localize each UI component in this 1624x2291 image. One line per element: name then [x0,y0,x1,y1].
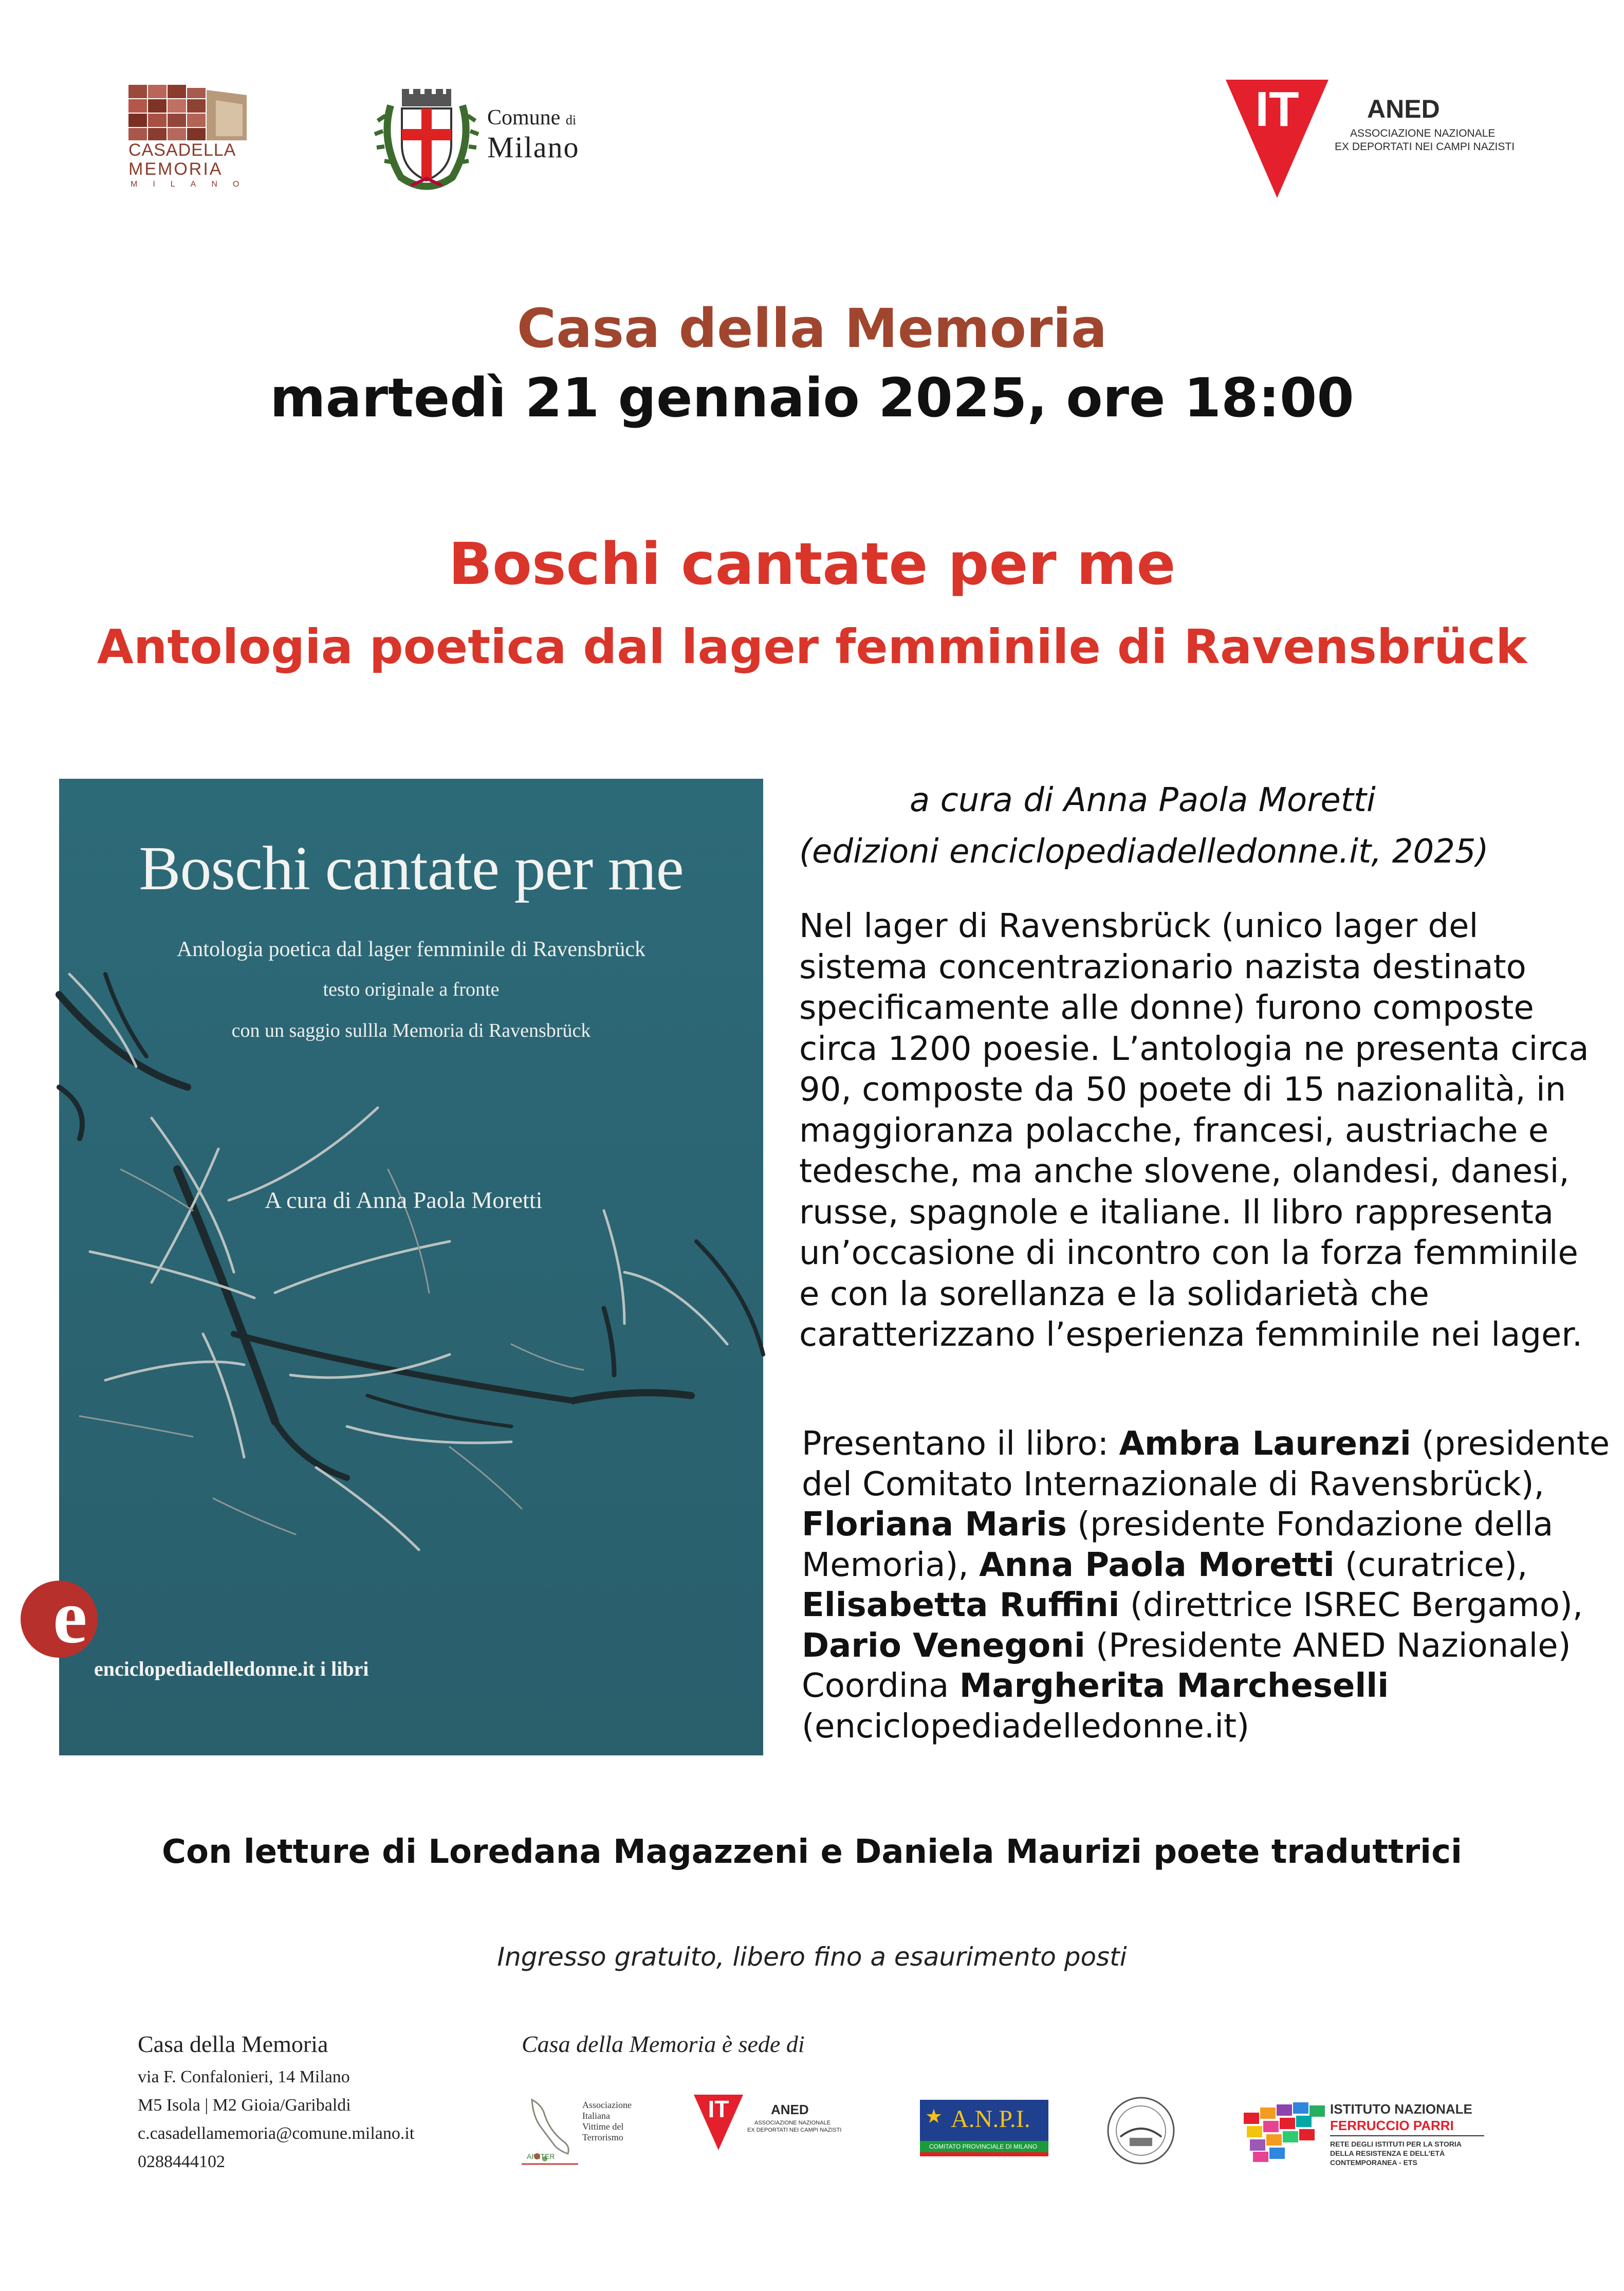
presenter-name: Anna Paola Moretti [979,1546,1335,1584]
description-line: 90, composte da 50 poete di 15 nazionalità, in [799,1071,1566,1109]
aned-triangle-icon [694,2095,750,2151]
parri-text: CONTEMPORANEA - ETS [1330,2158,1417,2167]
parri-line2: FERRUCCIO PARRI [1330,2118,1454,2133]
casa-logo-line1: CASADELLA [128,140,236,160]
parri-text: RETE DEGLI ISTITUTI PER LA STORIA [1330,2140,1462,2148]
casa-della-memoria-mosaic-icon [128,85,247,141]
star-icon: ★ [925,2106,943,2128]
anpi-name: A.N.P.I. [951,2105,1030,2133]
aiviter-text: Vittime del [582,2121,624,2132]
aned-logo-subtitle: ASSOCIAZIONE NAZIONALE EX DEPORTATI NEI CAMPI NAZISTI [1335,127,1515,153]
description-line: russe, spagnole e italiane. Il libro rappresenta [799,1193,1554,1232]
aiviter-text: Associazione [582,2100,632,2110]
footer-metro: M5 Isola | M2 Gioia/Garibaldi [138,2096,351,2115]
book-description [799,906,1589,1356]
publisher-mark: e [53,1574,87,1659]
readings-note: Con letture di Loredana Magazzeni e Daniela Maurizi poete traduttrici [162,1833,1462,1871]
description-line: circa 1200 poesie. L’antologia ne presenta circa [799,1030,1589,1068]
description-line: maggioranza polacche, francesi, austriache e [799,1111,1549,1150]
casa-della-memoria-logo [128,85,254,200]
anpi-sub: COMITATO PROVINCIALE DI MILANO [929,2143,1038,2150]
parri-line1: ISTITUTO NAZIONALE [1330,2101,1472,2117]
entry-note: Ingresso gratuito, libero fino a esaurimento posti [497,1942,1127,1972]
presenters-intro: Presentano il libro: [802,1425,1119,1463]
coordinator-org: (enciclopediadelledonne.it) [802,1707,1250,1746]
cover-title: Boschi cantate per me [139,834,684,903]
event-datetime: martedì 21 gennaio 2025, ore 18:00 [270,366,1354,429]
aned-triangle-icon [1226,80,1349,198]
parri-text: DELLA RESISTENZA E DELL'ETÀ [1330,2149,1445,2157]
presenter-name: Elisabetta Ruffini [802,1586,1120,1624]
aiviter-mark: AIVITER [527,2152,555,2160]
cover-curator: A cura di Anna Paola Moretti [265,1187,543,1213]
casa-logo-line2: MEMORIA [128,159,223,179]
comune-di-milano-logo [370,85,606,198]
description-line: Nel lager di Ravensbrück (unico lager del [799,907,1479,945]
presenter-name: Ambra Laurenzi [1119,1425,1411,1463]
footer-address: via F. Confalonieri, 14 Milano [138,2067,350,2086]
aned-footer-logo [694,2095,848,2151]
aiviter-text: Terrorismo [582,2132,623,2142]
milano-logo-name: Milano [487,131,580,164]
presenter-name: Dario Venegoni [802,1626,1085,1665]
cover-line-2: testo originale a fronte [323,979,500,1000]
description-line: e con la sorellanza e la solidarietà che [799,1275,1429,1313]
book-cover-image [53,779,763,1755]
footer-email[interactable]: c.casadellamemoria@comune.milano.it [138,2124,415,2143]
anpi-logo [920,2100,1048,2156]
aned-logo-name: ANED [1367,95,1440,123]
description-line: sistema concentrazionario nazista destinato [799,948,1526,986]
footer-phone: 0288444102 [138,2152,225,2171]
presenter-role: (presidente [1411,1425,1610,1463]
round-seal-icon [1105,2095,1177,2167]
footer-seat-of: Casa della Memoria è sede di [522,2031,805,2057]
description-line: tedesche, ma anche slovene, olandesi, danesi, [799,1152,1570,1190]
event-title: Boschi cantate per me [448,531,1176,598]
anpi-stripe [920,2152,1048,2156]
presenter-name: Floriana Maris [802,1506,1067,1544]
presenter-role: (direttrice ISREC Bergamo), [1119,1586,1583,1624]
presenter-role: Memoria), [802,1546,980,1584]
description-line: un’occasione di incontro con la forza femminile [799,1234,1578,1272]
parri-mosaic-icon [1244,2102,1326,2164]
presenter-role: (Presidente ANED Nazionale) [1085,1626,1571,1665]
coordinator-name: Margherita Marcheselli [959,1667,1389,1705]
cover-publisher: enciclopediadelledonne.it i libri [94,1657,369,1680]
aned-footer-sub: ASSOCIAZIONE NAZIONALE [754,2120,831,2126]
ferruccio-parri-logo [1244,2097,1490,2174]
aiviter-logo [522,2095,645,2172]
presenter-role: (presidente Fondazione della [1066,1506,1554,1544]
event-venue: Casa della Memoria [516,297,1108,360]
svg-text:IT: IT [708,2096,729,2122]
book-curator: a cura di Anna Paola Moretti [910,781,1376,819]
parri-divider [1330,2135,1484,2136]
aiviter-text: Italiana [582,2111,610,2121]
presenter-role: del Comitato Internazionale di Ravensbrück), [802,1465,1544,1504]
footer-venue-name: Casa della Memoria [138,2031,328,2057]
milano-crest-icon [370,85,483,195]
casa-logo-line3: MILANO [131,180,255,189]
book-edition: (edizioni enciclopediadelledonne.it, 2025) [799,833,1489,871]
coordinator-intro: Coordina [802,1667,959,1705]
aned-footer-sub: EX DEPORTATI NEI CAMPI NAZISTI [747,2127,842,2133]
event-subtitle: Antologia poetica dal lager femminile di Ravensbrück [97,619,1527,674]
cover-line-3: con un saggio sullla Memoria di Ravensbrück [231,1020,591,1041]
milano-logo-comune: Comune di [487,106,577,130]
branches-reflection-illustration [59,779,763,1755]
aned-footer-name: ANED [771,2102,809,2117]
aned-logo [1226,80,1514,198]
presenters-block [802,1424,1610,1747]
cover-subtitle: Antologia poetica dal lager femminile di Ravensbrück [176,938,646,961]
description-line: caratterizzano l’esperienza femminile nei lager. [799,1316,1583,1354]
presenter-role: (curatrice), [1334,1546,1528,1584]
description-line: specificamente alle donne) furono composte [799,989,1534,1027]
svg-text:IT: IT [1255,82,1299,137]
